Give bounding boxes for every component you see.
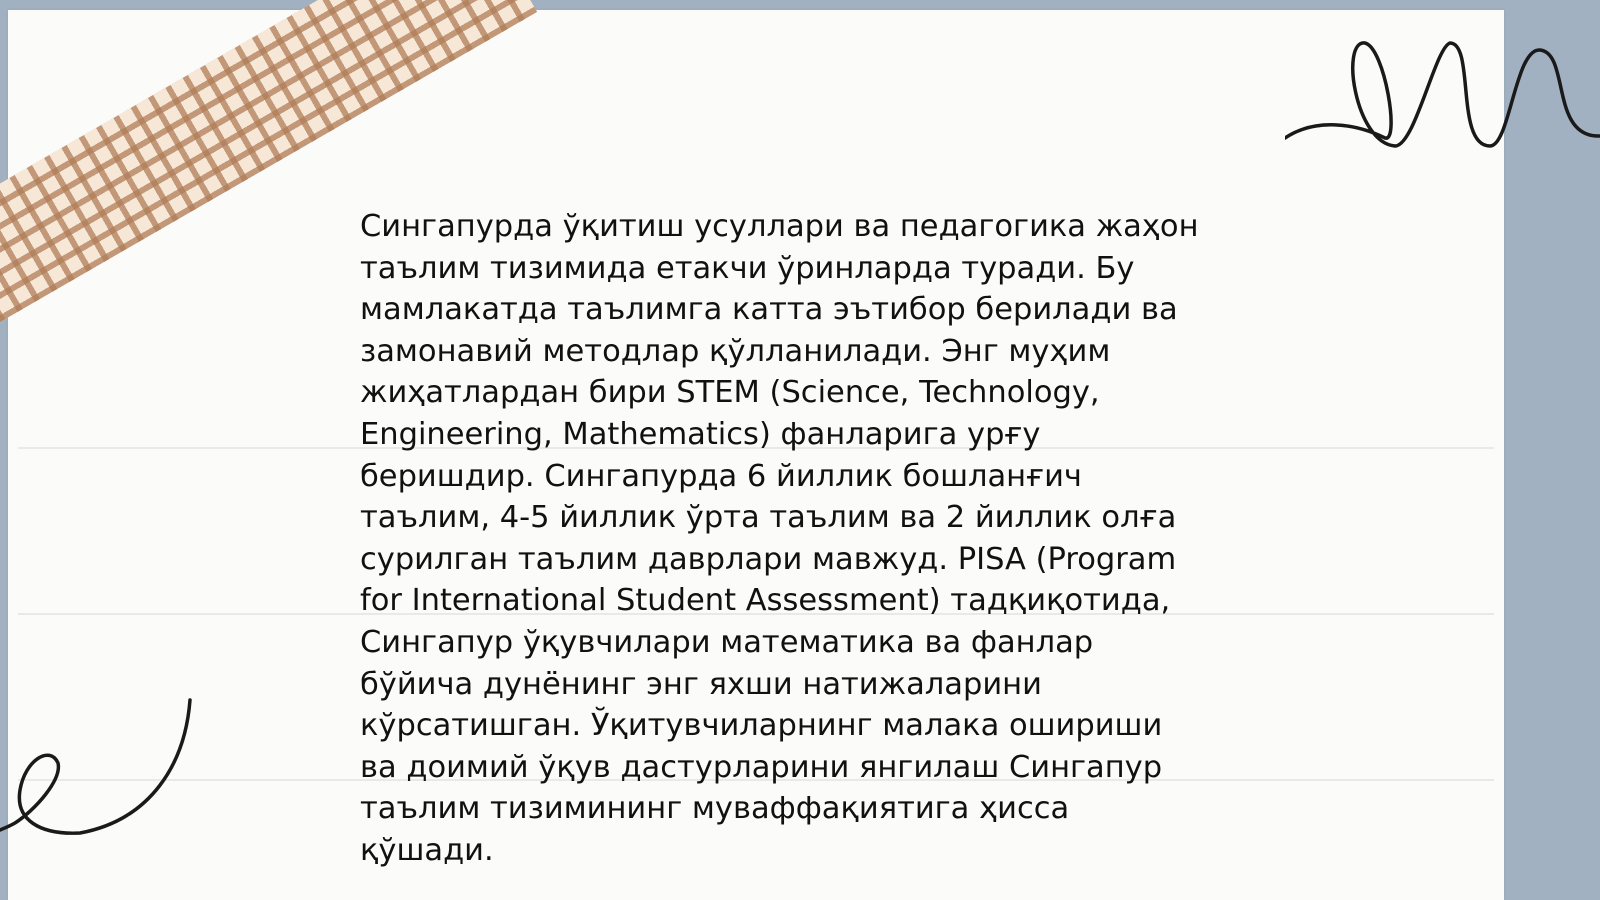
body-paragraph: Сингапурда ўқитиш усуллари ва педагогика жаҳон таълим тизимида етакчи ўринларда туради. Бу мамлакатда таълимга катта эътибор берилади ва замонавий методлар қўлланилади. Энг муҳим жиҳатлардан бири STEM (Science, Technology, Engineering, Mathematics) фанларига урғу беришдир. Сингапурда 6 йиллик бошланғич таълим, 4-5 йиллик ўрта таълим ва 2 йиллик олға сурилган таълим даврлари мавжуд. PISA (Program for International Student Assessment) тадқиқотида, Сингапур ўқувчилари математика ва фанлар бўйича дунёнинг энг яхши натижаларини кўрсатишган. Ўқитувчиларнинг малака ошириши ва доимий ўқув дастурларини янгилаш Сингапур таълим тизимининг муваффақиятига ҳисса қўшади. [360, 209, 1199, 868]
swirl-scribble-icon [0, 695, 200, 845]
loop-scribble-icon [1285, 28, 1600, 168]
